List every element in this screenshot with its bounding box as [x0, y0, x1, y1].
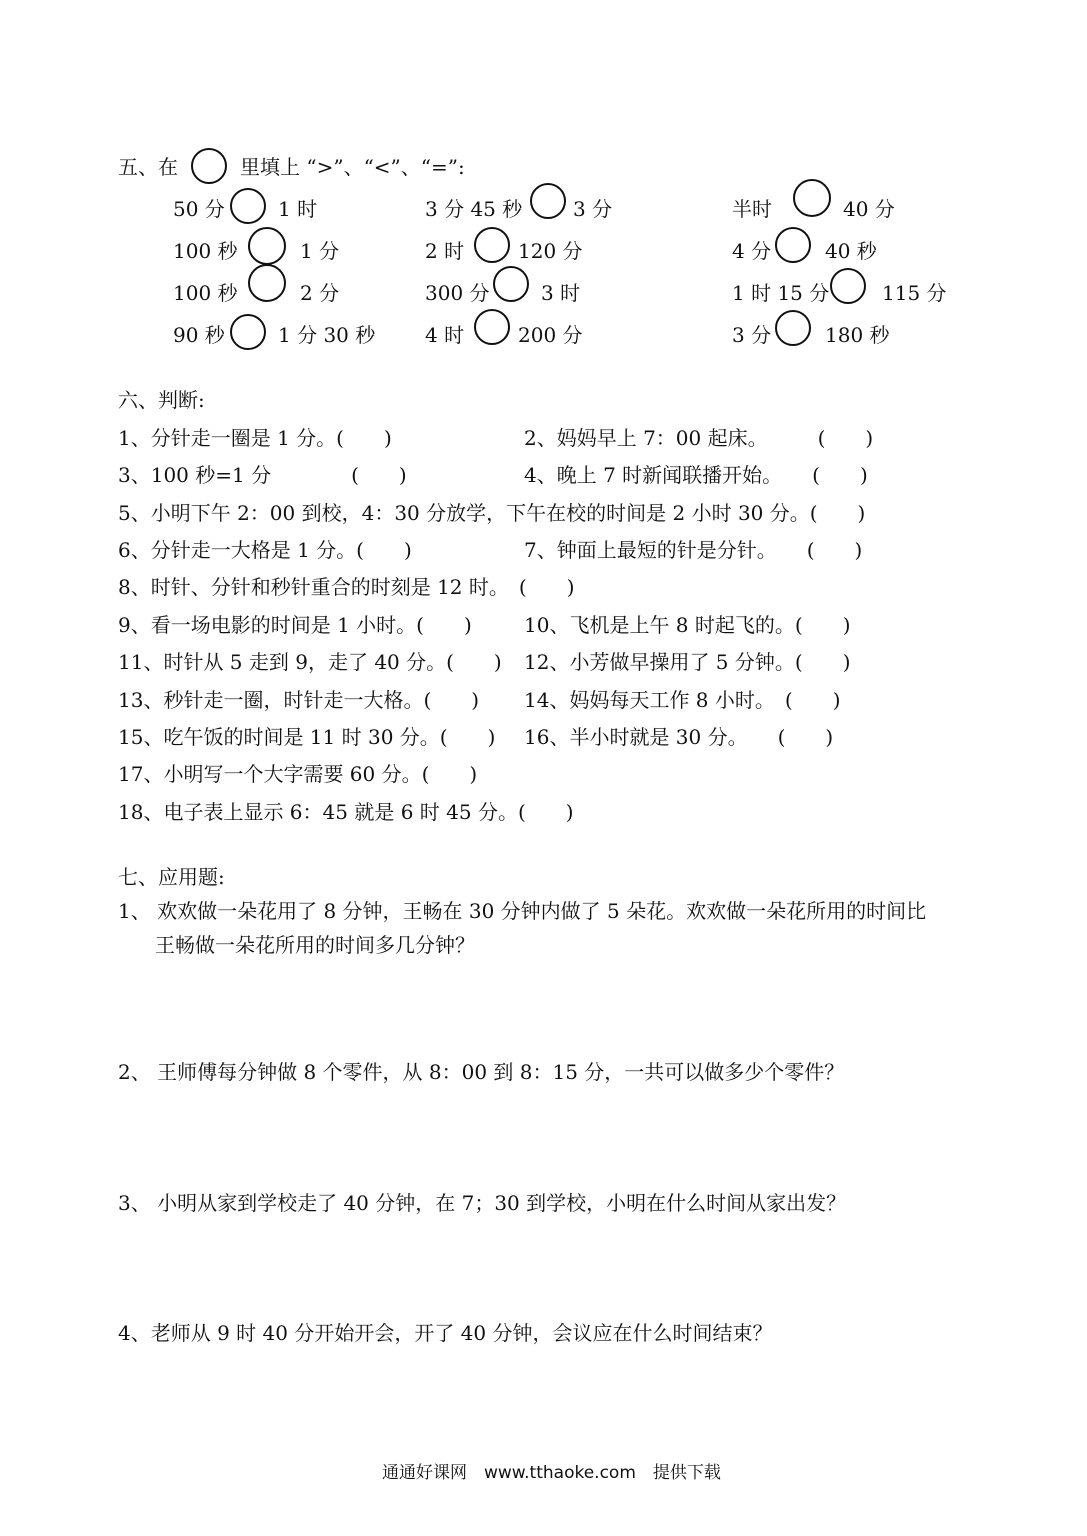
word-problem-2: 2、 王师傅每分钟做 8 个零件，从 8：00 到 8：15 分，一共可以做多少个零件？ — [118, 1060, 845, 1084]
section7-title: 七、应用题: — [118, 865, 225, 889]
judgement-item: 2、妈妈早上 7：00 起床。 ( ) — [524, 426, 874, 450]
compare-left: 4 时 — [425, 323, 465, 347]
word-problem-1-line1: 1、 欢欢做一朵花用了 8 分钟，王畅在 30 分钟内做了 5 朵花。欢欢做一朵花所用的时间比 — [118, 899, 927, 923]
compare-left: 90 秒 — [173, 323, 225, 347]
answer-circle[interactable] — [230, 188, 266, 224]
answer-circle[interactable] — [248, 227, 286, 265]
judgement-item: 3、100 秒=1 分 ( ) — [118, 463, 407, 487]
section5-title-prefix: 五、在 — [118, 155, 178, 179]
compare-right: 3 分 — [573, 197, 613, 221]
judgement-item: 5、小明下午 2：00 到校，4：30 分放学，下午在校的时间是 2 小时 30 分。( ) — [118, 501, 866, 525]
answer-circle[interactable] — [248, 264, 286, 302]
judgement-item: 16、半小时就是 30 分。 ( ) — [524, 725, 834, 749]
compare-left: 100 秒 — [173, 281, 238, 305]
answer-circle[interactable] — [793, 179, 831, 217]
compare-right: 115 分 — [882, 281, 947, 305]
judgement-item: 18、电子表上显示 6：45 就是 6 时 45 分。( ) — [118, 800, 574, 824]
judgement-item: 13、秒针走一圈，时针走一大格。( ) — [118, 688, 480, 712]
compare-left: 半时 — [732, 197, 772, 221]
compare-right: 1 分 30 秒 — [278, 323, 376, 347]
judgement-item: 9、看一场电影的时间是 1 小时。( ) — [118, 613, 472, 637]
answer-circle[interactable] — [830, 268, 866, 304]
compare-right: 40 分 — [843, 197, 895, 221]
judgement-item: 4、晚上 7 时新闻联播开始。 ( ) — [524, 463, 868, 487]
answer-circle[interactable] — [775, 227, 811, 263]
footer-credit: 通通好课网 www.tthaoke.com 提供下载 — [382, 1463, 721, 1483]
word-problem-1-line2: 王畅做一朵花所用的时间多几分钟？ — [155, 933, 475, 957]
judgement-item: 1、分针走一圈是 1 分。( ) — [118, 426, 392, 450]
judgement-item: 15、吃午饭的时间是 11 时 30 分。( ) — [118, 725, 496, 749]
compare-right: 3 时 — [541, 281, 581, 305]
judgement-item: 7、钟面上最短的针是分针。 ( ) — [524, 538, 863, 562]
compare-left: 50 分 — [173, 197, 225, 221]
compare-left: 100 秒 — [173, 239, 238, 263]
compare-left: 3 分 45 秒 — [425, 197, 523, 221]
answer-circle[interactable] — [493, 266, 529, 302]
judgement-item: 12、小芳做早操用了 5 分钟。( ) — [524, 650, 851, 674]
answer-circle-example — [191, 148, 227, 184]
section5-title-suffix: 里填上 “>”、“<”、“=”: — [240, 155, 465, 179]
compare-left: 2 时 — [425, 239, 465, 263]
compare-right: 1 时 — [278, 197, 318, 221]
compare-right: 200 分 — [518, 323, 583, 347]
compare-left: 1 时 15 分 — [732, 281, 830, 305]
judgement-item: 6、分针走一大格是 1 分。( ) — [118, 538, 412, 562]
word-problem-3: 3、 小明从家到学校走了 40 分钟，在 7；30 到学校，小明在什么时间从家出发？ — [118, 1191, 847, 1215]
judgement-item: 11、时针从 5 走到 9，走了 40 分。( ) — [118, 650, 502, 674]
compare-right: 180 秒 — [825, 323, 890, 347]
compare-left: 3 分 — [732, 323, 772, 347]
judgement-item: 14、妈妈每天工作 8 小时。 ( ) — [524, 688, 841, 712]
answer-circle[interactable] — [775, 310, 811, 346]
word-problem-4: 4、老师从 9 时 40 分开始开会，开了 40 分钟，会议应在什么时间结束？ — [118, 1321, 773, 1345]
compare-right: 1 分 — [300, 239, 340, 263]
section6-title: 六、判断: — [118, 388, 205, 412]
compare-right: 2 分 — [300, 281, 340, 305]
judgement-item: 17、小明写一个大字需要 60 分。( ) — [118, 762, 478, 786]
answer-circle[interactable] — [530, 183, 566, 219]
compare-right: 40 秒 — [825, 239, 877, 263]
compare-left: 300 分 — [425, 281, 490, 305]
answer-circle[interactable] — [230, 314, 266, 350]
answer-circle[interactable] — [474, 309, 510, 345]
judgement-item: 10、飞机是上午 8 时起飞的。( ) — [524, 613, 851, 637]
answer-circle[interactable] — [474, 227, 510, 263]
judgement-item: 8、时针、分针和秒针重合的时刻是 12 时。 ( ) — [118, 575, 575, 599]
compare-left: 4 分 — [732, 239, 772, 263]
compare-right: 120 分 — [518, 239, 583, 263]
